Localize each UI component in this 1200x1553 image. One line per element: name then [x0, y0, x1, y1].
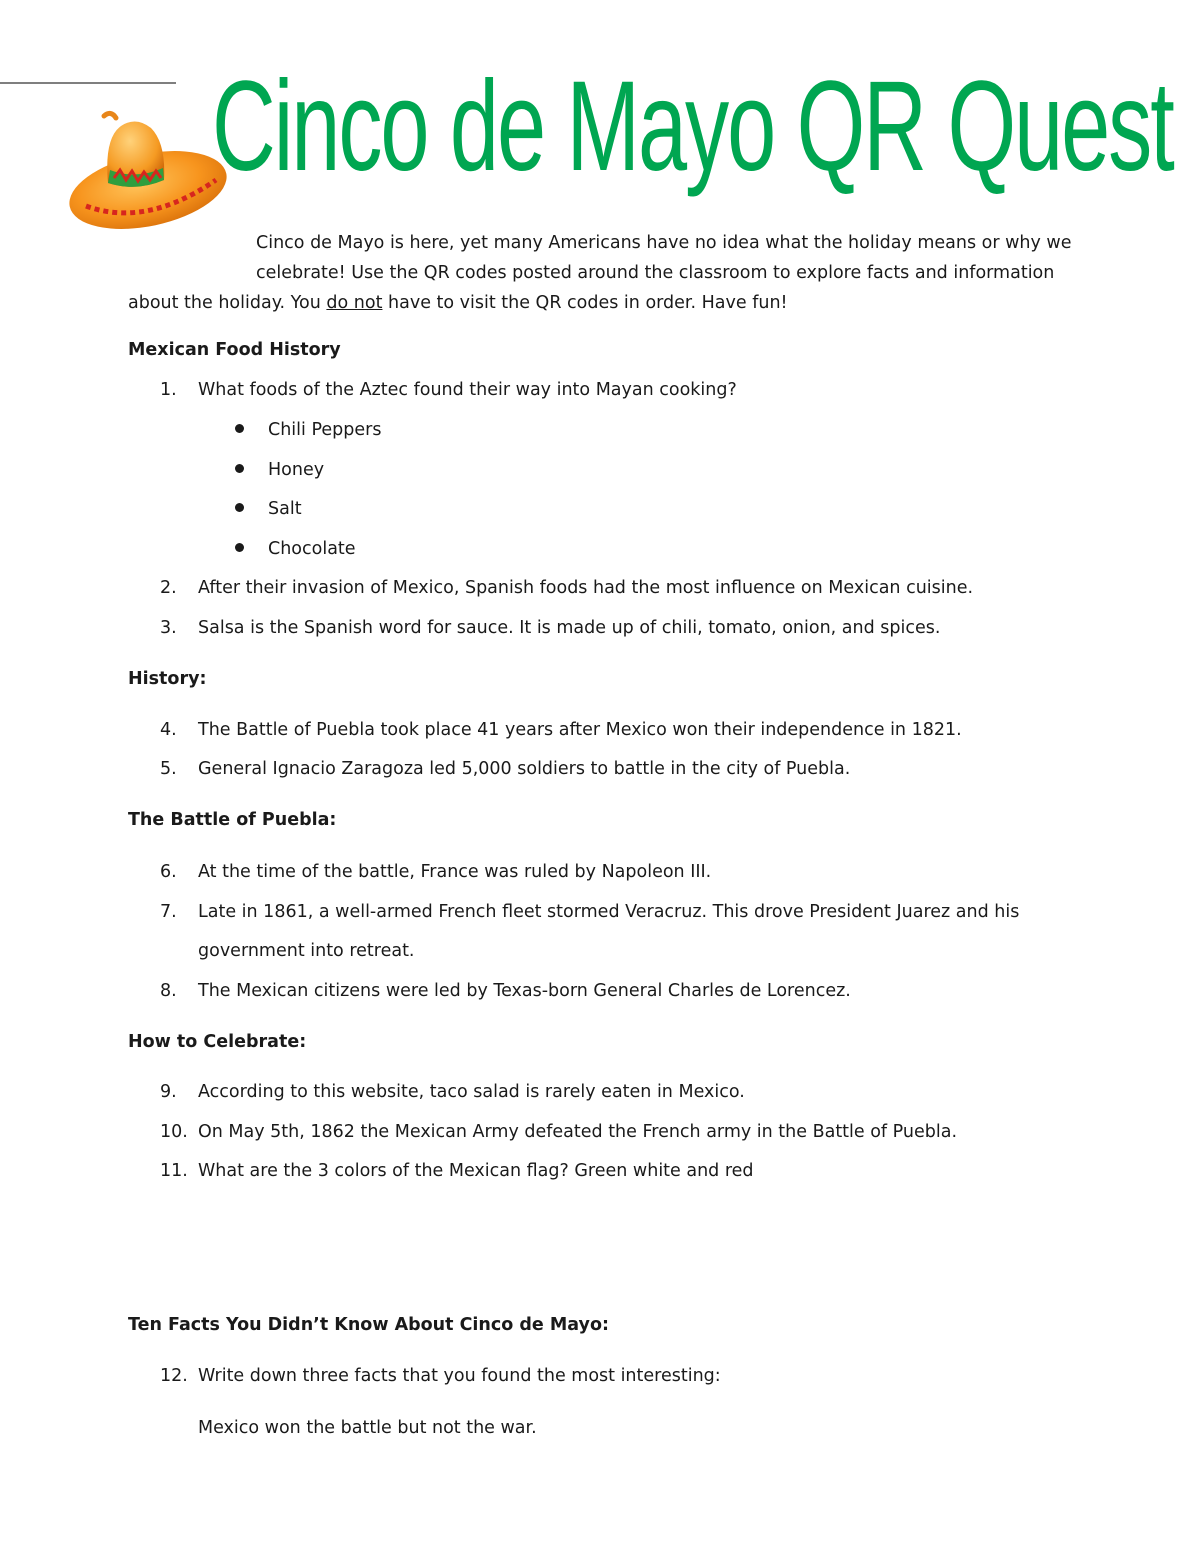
question-number: 11. [160, 1161, 188, 1181]
question-text: At the time of the battle, France was ruled by Napoleon III. [198, 862, 712, 882]
question-number: 2. [160, 578, 177, 598]
top-rule [0, 82, 176, 84]
heading-battle-of-puebla: The Battle of Puebla: [128, 810, 337, 830]
list-item [235, 499, 302, 519]
question-7-continued: government into retreat. [198, 941, 415, 961]
list-item-text: Chili Peppers [268, 420, 382, 440]
question-text: Write down three facts that you found the most interesting: [198, 1366, 721, 1386]
heading-ten-facts: Ten Facts You Didn’t Know About Cinco de Mayo: [128, 1315, 609, 1335]
question-text: General Ignacio Zaragoza led 5,000 soldiers to battle in the city of Puebla. [198, 759, 851, 779]
question-number: 3. [160, 618, 177, 638]
page-title: Cinco de Mayo QR Quest [212, 55, 1173, 198]
bullet-icon [235, 543, 244, 552]
question-2 [160, 578, 973, 598]
list-item [235, 420, 381, 440]
question-number: 12. [160, 1366, 188, 1386]
question-text: After their invasion of Mexico, Spanish foods had the most influence on Mexican cuisine. [198, 578, 974, 598]
question-number: 7. [160, 902, 177, 922]
list-item-text: Salt [268, 499, 302, 519]
intro-paragraph [128, 228, 1088, 318]
heading-history: History: [128, 669, 207, 689]
question-3 [160, 618, 940, 638]
question-text: What are the 3 colors of the Mexican flag? Green white and red [198, 1161, 754, 1181]
question-number: 10. [160, 1122, 188, 1142]
question-number: 5. [160, 759, 177, 779]
intro-text: have to visit the QR codes in order. Have fun! [382, 293, 788, 313]
answer-text: Mexico won the battle but not the war. [198, 1418, 537, 1438]
question-number: 4. [160, 720, 177, 740]
intro-text: about the holiday. You [128, 293, 327, 313]
question-8 [160, 981, 851, 1001]
question-number: 1. [160, 380, 177, 400]
question-4 [160, 720, 962, 740]
list-item [235, 460, 324, 480]
intro-line-2: celebrate! Use the QR codes posted around the classroom to explore facts and information [256, 263, 1055, 283]
question-6 [160, 862, 711, 882]
question-5 [160, 759, 850, 779]
question-text: On May 5th, 1862 the Mexican Army defeated the French army in the Battle of Puebla. [198, 1122, 958, 1142]
intro-line-3 [128, 288, 1088, 318]
question-text: According to this website, taco salad is rarely eaten in Mexico. [198, 1082, 745, 1102]
bullet-icon [235, 464, 244, 473]
question-1 [160, 380, 737, 400]
emphasis-do-not: do not [326, 293, 383, 313]
heading-mexican-food-history: Mexican Food History [128, 340, 341, 360]
question-text: Late in 1861, a well-armed French fleet stormed Veracruz. This drove President Juarez and his [198, 902, 1020, 922]
question-text: Salsa is the Spanish word for sauce. It is made up of chili, tomato, onion, and spices. [198, 618, 941, 638]
question-number: 9. [160, 1082, 177, 1102]
list-item-text: Honey [268, 460, 325, 480]
question-7 [160, 902, 1019, 922]
question-12 [160, 1366, 721, 1386]
question-10 [160, 1122, 957, 1142]
question-number: 6. [160, 862, 177, 882]
bullet-icon [235, 424, 244, 433]
intro-line-1: Cinco de Mayo is here, yet many Americans have no idea what the holiday means or why we [256, 233, 1072, 253]
list-item-text: Chocolate [268, 539, 356, 559]
question-text: The Battle of Puebla took place 41 years after Mexico won their independence in 1821. [198, 720, 962, 740]
list-item [235, 539, 356, 559]
question-11 [160, 1161, 754, 1181]
question-9 [160, 1082, 745, 1102]
bullet-icon [235, 503, 244, 512]
heading-how-to-celebrate: How to Celebrate: [128, 1032, 307, 1052]
question-text: What foods of the Aztec found their way into Mayan cooking? [198, 380, 737, 400]
question-number: 8. [160, 981, 177, 1001]
question-text: The Mexican citizens were led by Texas-born General Charles de Lorencez. [198, 981, 851, 1001]
sombrero-icon [66, 108, 231, 236]
